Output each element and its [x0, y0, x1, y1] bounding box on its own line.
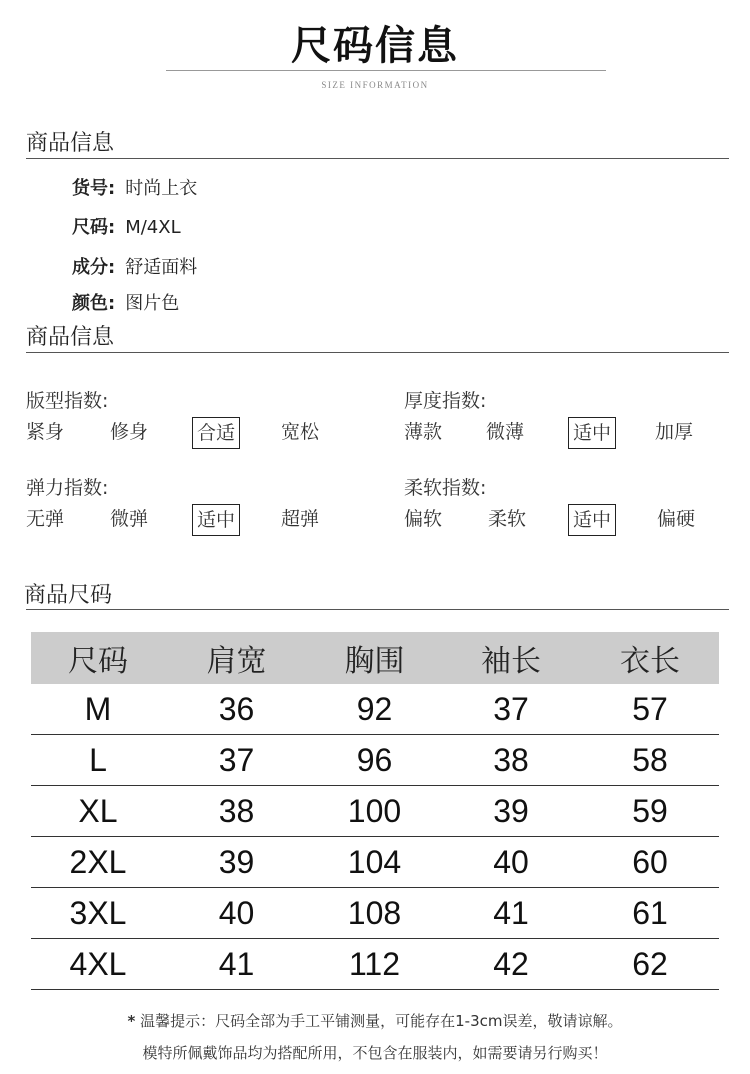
- table-cell: 2XL: [31, 837, 165, 888]
- table-cell: 39: [441, 786, 581, 837]
- table-cell: 40: [441, 837, 581, 888]
- fit-option: 宽松: [281, 421, 320, 443]
- table-header-row: [31, 632, 719, 684]
- softness-option: 柔软: [488, 508, 527, 530]
- fit-option: 修身: [110, 421, 149, 443]
- table-cell: 100: [308, 786, 441, 837]
- table-cell: 112: [308, 939, 441, 990]
- product-info-heading: 商品信息: [26, 131, 115, 156]
- page-subtitle: SIZE INFORMATION: [321, 80, 429, 90]
- table-cell: 4XL: [31, 939, 165, 990]
- table-row: [31, 786, 719, 837]
- table-cell: 36: [165, 684, 308, 735]
- thickness-option: 加厚: [655, 421, 694, 443]
- table-row: [31, 888, 719, 939]
- measurement-note: [0, 1010, 750, 1031]
- column-header: 尺码: [31, 632, 165, 684]
- table-cell: 41: [441, 888, 581, 939]
- thickness-option: 微薄: [486, 421, 525, 443]
- table-cell: 62: [581, 939, 719, 990]
- indices-heading: 商品信息: [26, 325, 115, 350]
- table-cell: 40: [165, 888, 308, 939]
- indices-divider: [26, 352, 729, 353]
- table-row: [31, 684, 719, 735]
- note-text: 温馨提示：尺码全部为手工平铺测量，可能存在1-3cm误差，敬请谅解。: [140, 1012, 623, 1030]
- info-row-material: [72, 253, 197, 279]
- thickness-option-selected: 适中: [568, 417, 616, 449]
- table-cell: 108: [308, 888, 441, 939]
- thickness-index-label: 厚度指数:: [404, 390, 487, 412]
- column-header: 衣长: [581, 632, 719, 684]
- table-cell: 38: [165, 786, 308, 837]
- table-cell: 41: [165, 939, 308, 990]
- note-star: *: [127, 1012, 136, 1030]
- thickness-option: 薄款: [404, 421, 443, 443]
- table-cell: 57: [581, 684, 719, 735]
- size-table-heading: 商品尺码: [24, 583, 113, 608]
- column-header: 胸围: [308, 632, 441, 684]
- info-value: M/4XL: [125, 217, 181, 238]
- info-label: 颜色:: [72, 293, 116, 314]
- product-info-divider: [26, 158, 729, 159]
- fit-option: 紧身: [26, 421, 65, 443]
- info-label: 货号:: [72, 178, 116, 199]
- table-cell: 104: [308, 837, 441, 888]
- page-title: 尺码信息: [291, 23, 459, 69]
- info-label: 尺码:: [72, 217, 116, 238]
- column-header: 袖长: [441, 632, 581, 684]
- info-label: 成分:: [72, 257, 116, 278]
- table-cell: 42: [441, 939, 581, 990]
- info-value: 舒适面料: [125, 257, 198, 278]
- fit-option-selected: 合适: [192, 417, 240, 449]
- info-row-item-number: [72, 174, 197, 200]
- info-row-color: [72, 289, 179, 315]
- table-cell: 96: [308, 735, 441, 786]
- softness-option-selected: 适中: [568, 504, 616, 536]
- info-row-size: [72, 213, 181, 239]
- table-cell: 38: [441, 735, 581, 786]
- column-header: 肩宽: [165, 632, 308, 684]
- elasticity-index-label: 弹力指数:: [26, 477, 109, 499]
- table-cell: 37: [165, 735, 308, 786]
- size-table: [31, 632, 719, 990]
- elasticity-option: 微弹: [110, 508, 149, 530]
- table-cell: 61: [581, 888, 719, 939]
- table-cell: M: [31, 684, 165, 735]
- table-row: [31, 837, 719, 888]
- table-cell: 37: [441, 684, 581, 735]
- elasticity-option: 无弹: [26, 508, 65, 530]
- accessory-note: 模特所佩戴饰品均为搭配所用，不包含在服装内，如需要请另行购买！: [142, 1044, 608, 1062]
- elasticity-option: 超弹: [281, 508, 320, 530]
- table-cell: 39: [165, 837, 308, 888]
- table-cell: 59: [581, 786, 719, 837]
- table-row: [31, 939, 719, 990]
- table-cell: 60: [581, 837, 719, 888]
- table-cell: 92: [308, 684, 441, 735]
- info-value: 时尚上衣: [125, 178, 198, 199]
- fit-index-label: 版型指数:: [26, 390, 109, 412]
- table-cell: 3XL: [31, 888, 165, 939]
- table-cell: 58: [581, 735, 719, 786]
- title-divider: [166, 70, 606, 71]
- table-cell: XL: [31, 786, 165, 837]
- softness-index-label: 柔软指数:: [404, 477, 487, 499]
- softness-option: 偏软: [404, 508, 443, 530]
- table-cell: L: [31, 735, 165, 786]
- softness-option: 偏硬: [657, 508, 696, 530]
- elasticity-option-selected: 适中: [192, 504, 240, 536]
- info-value: 图片色: [125, 293, 180, 314]
- table-row: [31, 735, 719, 786]
- size-table-divider: [26, 609, 729, 610]
